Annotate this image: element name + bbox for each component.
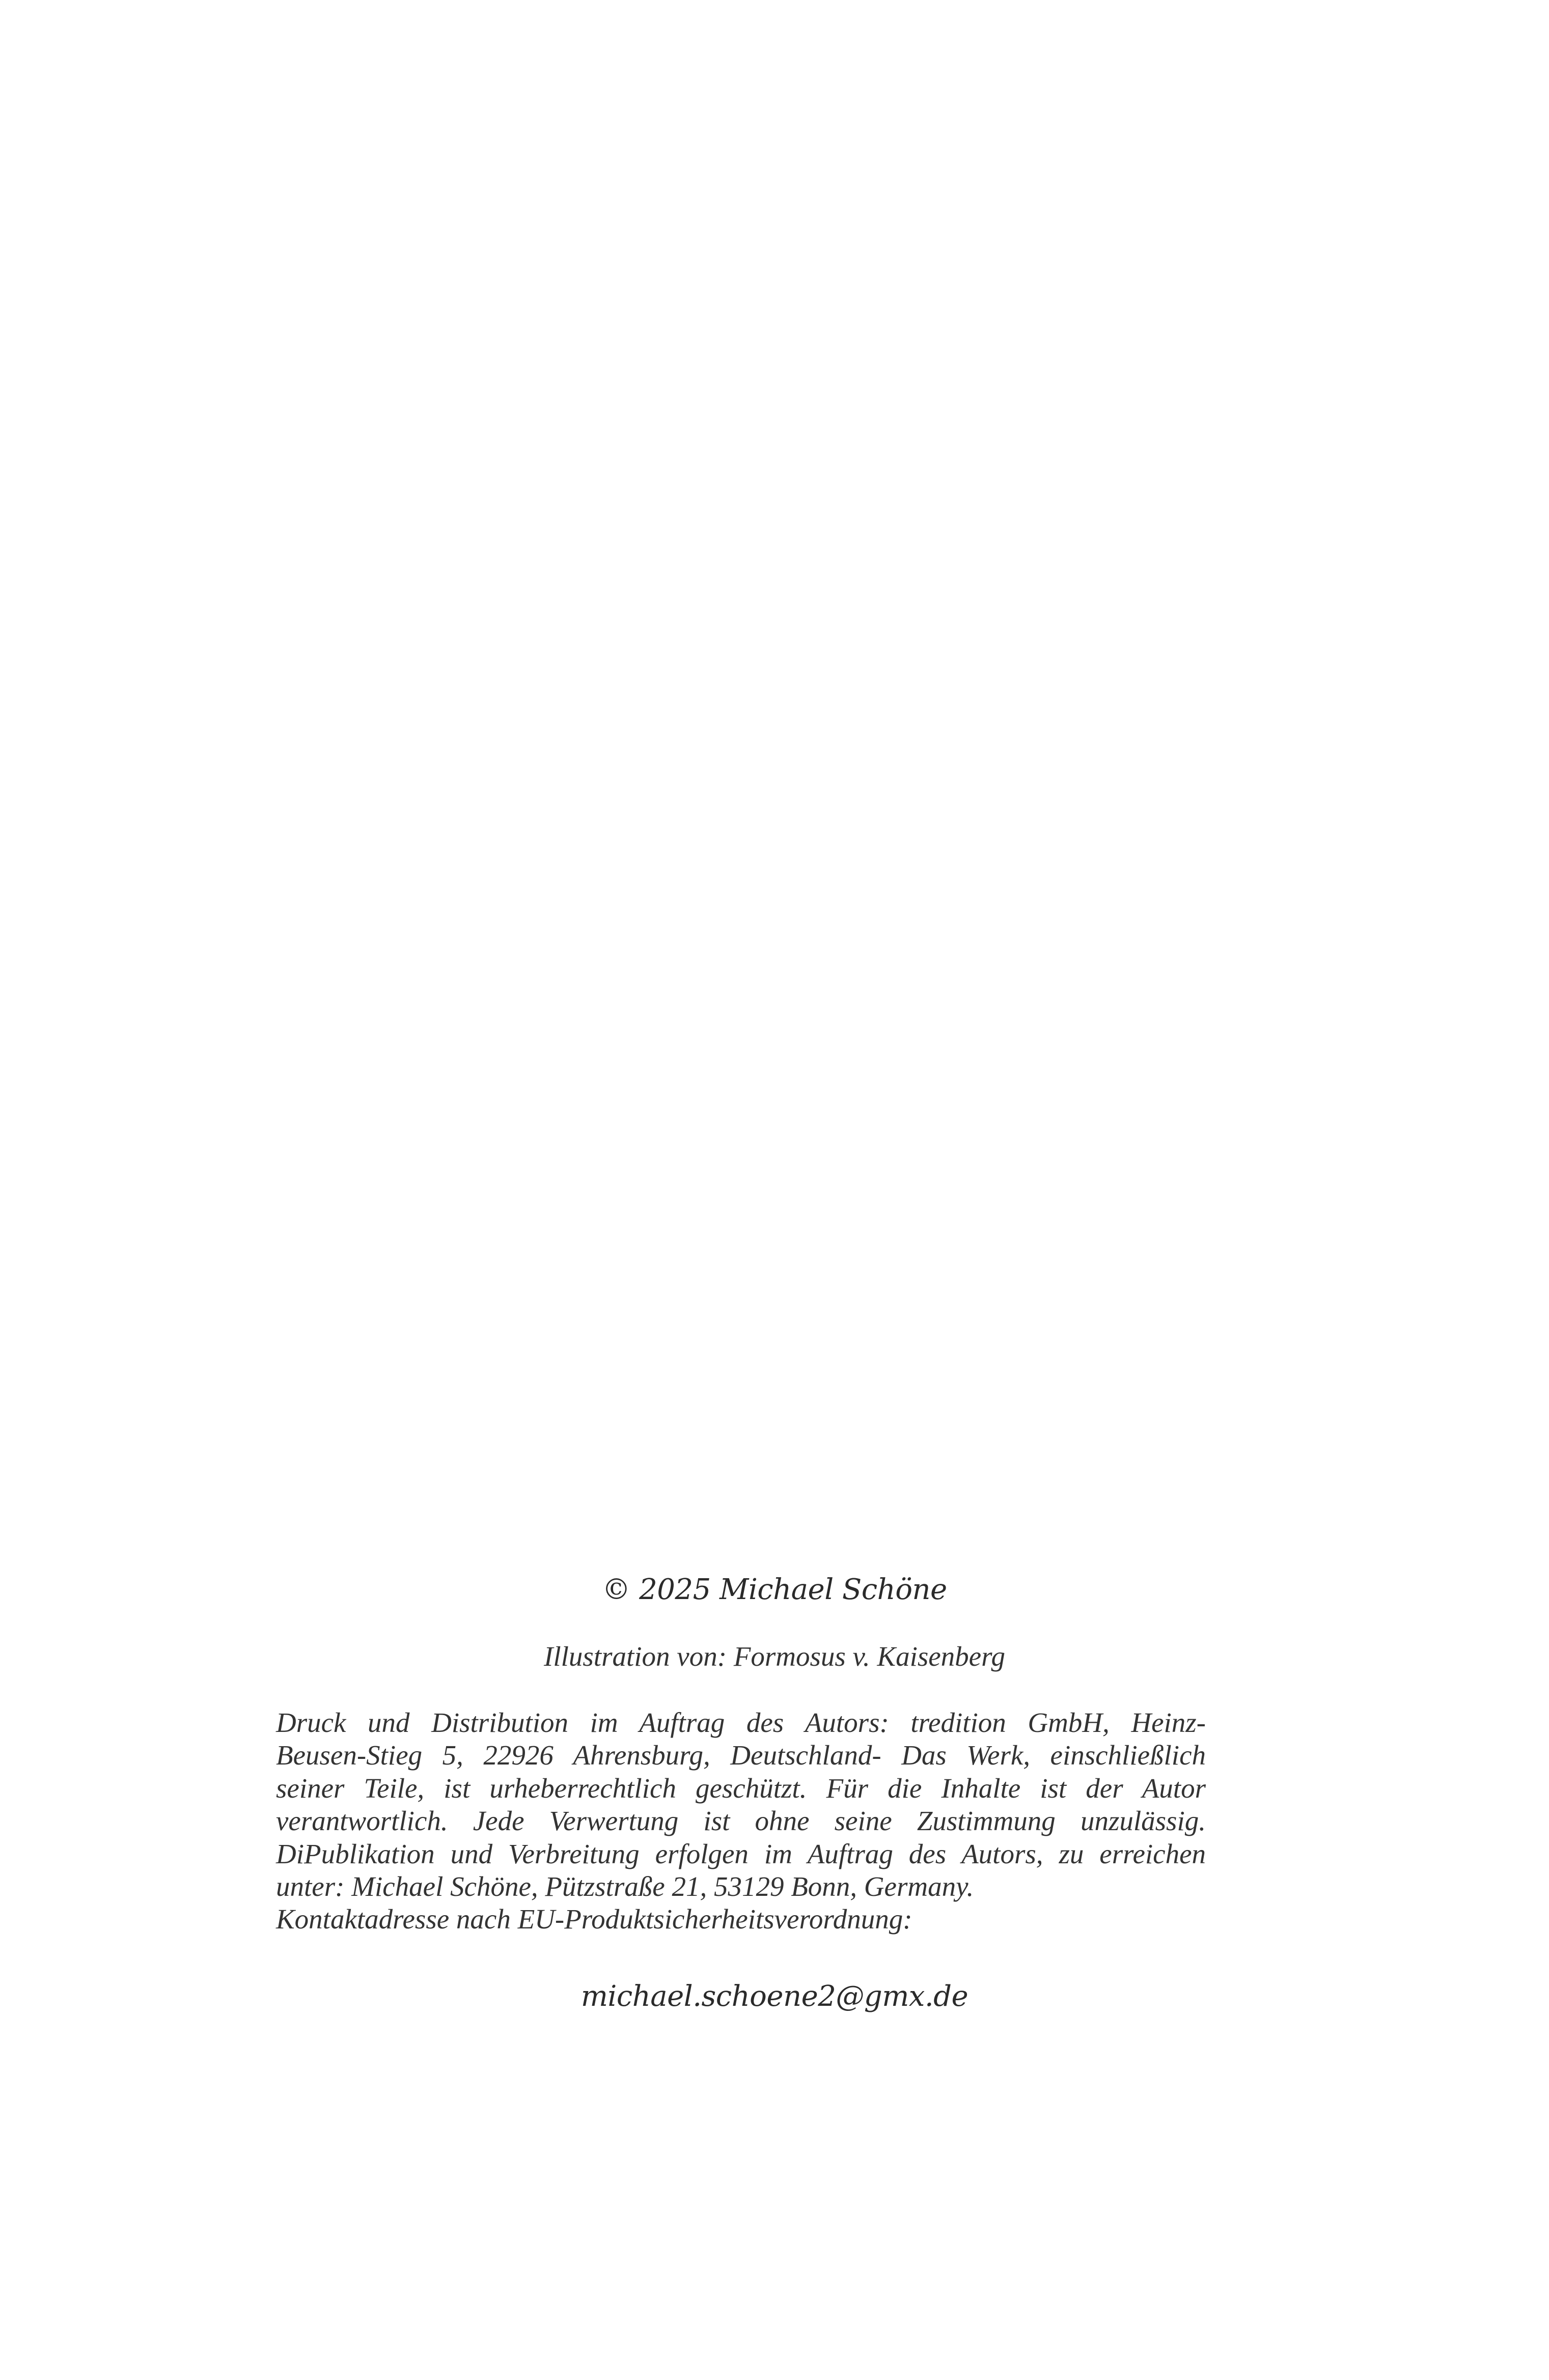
legal-line-1: Druck und Distribution im Auftrag des Autors: tredition GmbH, Heinz-	[276, 1707, 1206, 1738]
legal-line-2: Beusen-Stieg 5, 22926 Ahrensburg, Deutschland- Das Werk, einschließlich	[276, 1740, 1206, 1771]
legal-line-7: Kontaktadresse nach EU-Produktsicherheitsverordnung:	[276, 1903, 912, 1935]
legal-line-4: verantwortlich. Jede Verwertung ist ohne seine Zustimmung unzulässig.	[276, 1805, 1206, 1837]
legal-line-5: DiPublikation und Verbreitung erfolgen im Auftrag des Autors, zu erreichen	[276, 1838, 1206, 1869]
publisher-legal-notice	[276, 1706, 1206, 1936]
copyright-notice: © 2025 Michael Schöne	[602, 1573, 947, 1606]
legal-line-3: seiner Teile, ist urheberrechtlich geschützt. Für die Inhalte ist der Autor	[276, 1772, 1206, 1804]
illustration-credit: Illustration von: Formosus v. Kaisenberg	[544, 1641, 1005, 1672]
legal-line-6: unter: Michael Schöne, Pützstraße 21, 53129 Bonn, Germany.	[276, 1871, 974, 1902]
contact-email: michael.schoene2@gmx.de	[580, 1980, 969, 2013]
